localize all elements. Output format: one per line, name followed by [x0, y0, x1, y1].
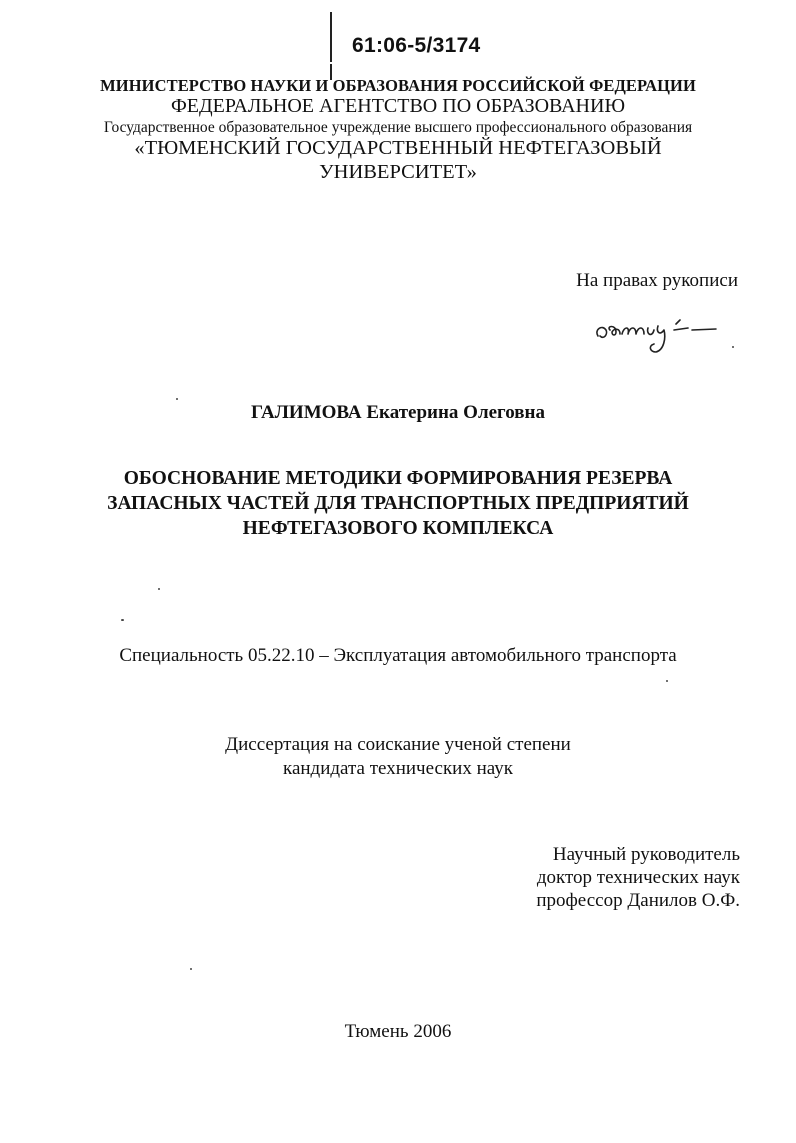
supervisor-line: Научный руководитель: [552, 844, 740, 865]
degree-statement: [0, 733, 796, 781]
dissertation-title-line: НЕФТЕГАЗОВОГО КОМПЛЕКСА: [242, 518, 554, 539]
scan-speck: [176, 398, 178, 400]
ministry-heading: МИНИСТЕРСТВО НАУКИ И ОБРАЗОВАНИЯ РОССИЙСКОЙ ФЕДЕРАЦИИ: [100, 76, 696, 95]
dissertation-title-line: ЗАПАСНЫХ ЧАСТЕЙ ДЛЯ ТРАНСПОРТНЫХ ПРЕДПРИЯТИЙ: [107, 493, 689, 514]
supervisor-line: доктор технических наук: [536, 867, 740, 888]
dissertation-title: [0, 466, 796, 541]
university-name: [0, 136, 796, 184]
supervisor-block: [536, 843, 740, 912]
handwritten-signature: [592, 300, 742, 360]
scan-speck: [190, 968, 192, 970]
supervisor-line: профессор Данилов О.Ф.: [536, 890, 740, 911]
scan-speck: [666, 680, 668, 682]
degree-statement-line: Диссертация на соискание ученой степени: [225, 734, 571, 755]
specialty-line: Специальность 05.22.10 – Эксплуатация автомобильного транспорта: [119, 645, 677, 666]
scan-speck: [732, 346, 734, 348]
city-year: Тюмень 2006: [344, 1021, 452, 1042]
institution-type: Государственное образовательное учреждение высшего профессионального образования: [103, 119, 693, 136]
manuscript-rights-label: На правах рукописи: [576, 270, 738, 291]
university-name-line: УНИВЕРСИТЕТ»: [319, 161, 477, 183]
author-name: ГАЛИМОВА Екатерина Олеговна: [251, 402, 545, 423]
scan-speck: [121, 619, 124, 621]
agency-heading: ФЕДЕРАЛЬНОЕ АГЕНТСТВО ПО ОБРАЗОВАНИЮ: [170, 95, 625, 117]
degree-statement-line: кандидата технических наук: [283, 758, 513, 779]
library-stamp-code: 61:06-5/3174: [352, 34, 481, 57]
university-name-line: «ТЮМЕНСКИЙ ГОСУДАРСТВЕННЫЙ НЕФТЕГАЗОВЫЙ: [134, 137, 662, 159]
dissertation-title-line: ОБОСНОВАНИЕ МЕТОДИКИ ФОРМИРОВАНИЯ РЕЗЕРВА: [123, 468, 673, 489]
stamp-divider-line: [330, 12, 332, 62]
scan-speck: [158, 588, 160, 590]
